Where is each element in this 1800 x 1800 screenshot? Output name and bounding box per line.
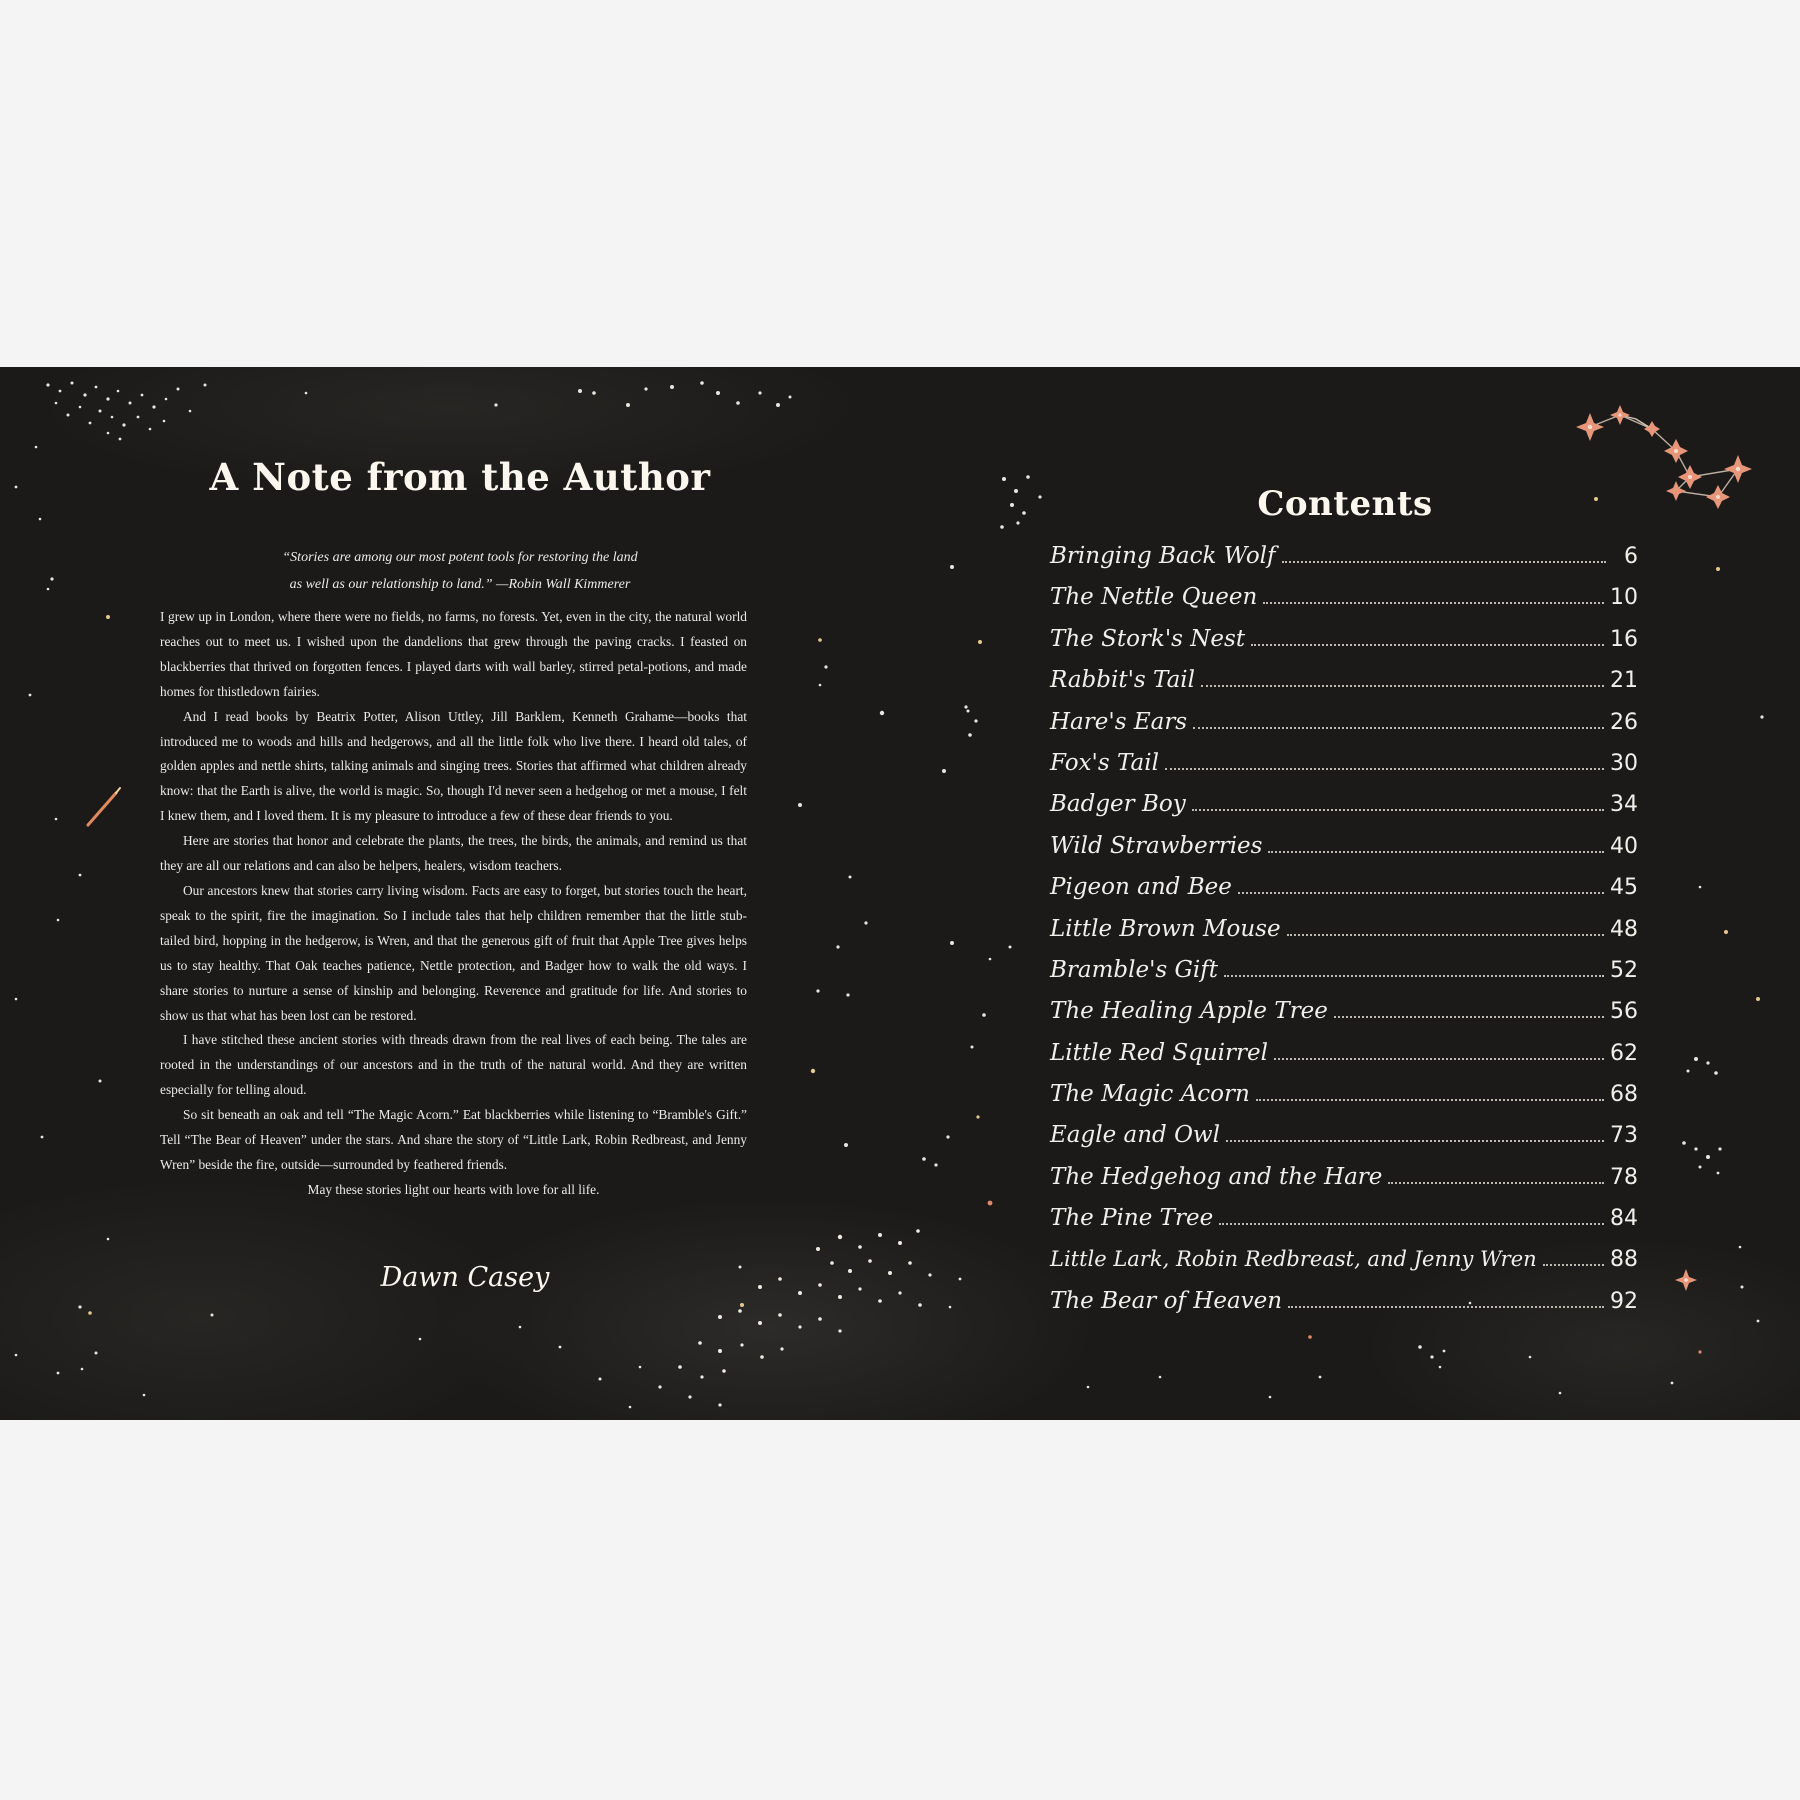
toc-dot-leader xyxy=(1334,1016,1604,1018)
toc-dot-leader xyxy=(1192,809,1604,811)
toc-dot-leader xyxy=(1288,1306,1604,1308)
book-spread xyxy=(0,367,1800,1420)
toc-entry[interactable] xyxy=(1050,916,1638,957)
toc-entry-page: 10 xyxy=(1610,585,1638,611)
toc-entry-page: 84 xyxy=(1610,1206,1638,1232)
toc-entry-title: Fox's Tail xyxy=(1050,749,1159,776)
toc-dot-leader xyxy=(1193,727,1604,729)
toc-entry[interactable] xyxy=(1050,833,1638,874)
toc-entry[interactable] xyxy=(1050,1247,1638,1288)
toc-entry-title: Little Brown Mouse xyxy=(1050,915,1281,942)
toc-entry-page: 92 xyxy=(1610,1289,1638,1315)
toc-entry[interactable] xyxy=(1050,957,1638,998)
toc-entry[interactable] xyxy=(1050,791,1638,832)
toc-entry-page: 52 xyxy=(1610,957,1638,983)
toc-entry-title: Badger Boy xyxy=(1050,791,1186,818)
toc-dot-leader xyxy=(1165,768,1604,770)
epigraph-line: “Stories are among our most potent tools for restoring the land xyxy=(282,550,638,565)
toc-entry[interactable] xyxy=(1050,667,1638,708)
toc-dot-leader xyxy=(1224,975,1604,977)
toc-entry-title: Little Red Squirrel xyxy=(1050,1039,1268,1066)
toc-entry-title: Little Lark, Robin Redbreast, and Jenny Wren xyxy=(1050,1246,1537,1271)
toc-entry-page: 30 xyxy=(1610,750,1638,776)
toc-entry[interactable] xyxy=(1050,543,1638,584)
toc-entry-page: 78 xyxy=(1610,1164,1638,1190)
toc-entry-title: Hare's Ears xyxy=(1050,708,1188,735)
toc-entry[interactable] xyxy=(1050,874,1638,915)
toc-entry[interactable] xyxy=(1050,1288,1638,1329)
toc-dot-leader xyxy=(1282,561,1606,563)
author-note-paragraph: I grew up in London, where there were no fields, no farms, no forests. Yet, even in the city, the natural world reaches out to meet us. I wished upon the dandelions that grew through the paving cracks. I feasted on blackberries that thrived on forgotten fences. I played darts with wall barley, stirred petal-potions, and made homes for thistledown fairies. xyxy=(160,609,747,699)
toc-entry-title: The Nettle Queen xyxy=(1050,584,1258,611)
toc-entry[interactable] xyxy=(1050,1164,1638,1205)
toc-dot-leader xyxy=(1263,602,1604,604)
toc-dot-leader xyxy=(1388,1182,1604,1184)
toc-dot-leader xyxy=(1287,934,1604,936)
author-note-paragraph: Here are stories that honor and celebrate the plants, the trees, the birds, the animals, and remind us that they are all our relations and can also be helpers, healers, wisdom teachers. xyxy=(160,833,747,874)
toc-entry-page: 16 xyxy=(1610,626,1638,652)
author-signature: Dawn Casey xyxy=(380,1262,550,1293)
toc-entry[interactable] xyxy=(1050,998,1638,1039)
toc-entry[interactable] xyxy=(1050,750,1638,791)
toc-dot-leader xyxy=(1268,851,1604,853)
table-of-contents xyxy=(1050,543,1638,1329)
toc-entry-title: The Bear of Heaven xyxy=(1050,1288,1283,1315)
toc-dot-leader xyxy=(1274,1058,1604,1060)
toc-entry-page: 45 xyxy=(1610,875,1638,901)
toc-entry-page: 62 xyxy=(1610,1040,1638,1066)
toc-entry-title: The Stork's Nest xyxy=(1050,625,1246,652)
toc-dot-leader xyxy=(1219,1223,1604,1225)
toc-dot-leader xyxy=(1543,1264,1604,1266)
toc-entry-title: Wild Strawberries xyxy=(1050,832,1263,859)
toc-entry-title: The Magic Acorn xyxy=(1050,1081,1250,1108)
epigraph-quote xyxy=(160,544,760,598)
toc-entry-title: The Healing Apple Tree xyxy=(1050,998,1328,1025)
contents-title: Contents xyxy=(1257,484,1433,524)
author-note-paragraph: And I read books by Beatrix Potter, Alison Uttley, Jill Barklem, Kenneth Grahame—books that introduced me to woods and hills and hedgerows, and all the little folk who live there. I heard old tales, of golden apples and nettle shirts, talking animals and singing trees. Stories that affirmed what children already know: that the Earth is alive, the world is magic. So, though I'd never seen a hedgehog or met a mouse, I felt I knew them, and I loved them. It is my pleasure to introduce a few of these dear friends to you. xyxy=(160,708,747,824)
toc-entry-page: 56 xyxy=(1610,999,1638,1025)
toc-entry-title: The Pine Tree xyxy=(1050,1205,1214,1232)
toc-dot-leader xyxy=(1238,892,1604,894)
toc-dot-leader xyxy=(1251,644,1604,646)
toc-entry-page: 26 xyxy=(1610,709,1638,735)
toc-entry[interactable] xyxy=(1050,1081,1638,1122)
author-note-paragraph: Our ancestors knew that stories carry living wisdom. Facts are easy to forget, but stories touch the heart, speak to the spirit, fire the imagination. So I include tales that help children remember that the little stub-tailed bird, hopping in the hedgerow, is Wren, and that the generous gift of fruit that Apple Tree gives helps us to stay healthy. That Oak teaches patience, Nettle protection, and Badger how to walk the old ways. I share stories to nurture a sense of kinship and belonging. Reverence and gratitude for life. And stories to show us that what has been lost can be restored. xyxy=(160,882,747,1023)
toc-dot-leader xyxy=(1201,685,1604,687)
toc-entry-title: Bringing Back Wolf xyxy=(1050,543,1276,569)
toc-dot-leader xyxy=(1226,1140,1604,1142)
toc-entry[interactable] xyxy=(1050,1040,1638,1081)
toc-entry-page: 88 xyxy=(1610,1246,1638,1272)
author-note-paragraph: I have stitched these ancient stories with threads drawn from the real lives of each being. The tales are rooted in the understandings of our ancestors and in the truth of the natural world. And they are written especially for telling aloud. xyxy=(160,1032,747,1098)
author-note-paragraph: So sit beneath an oak and tell “The Magic Acorn.” Eat blackberries while listening to “Bramble's Gift.” Tell “The Bear of Heaven” under the stars. And share the story of “Little Lark, Robin Redbreast, and Jenny Wren” beside the fire, outside—surrounded by feathered friends. xyxy=(160,1107,747,1172)
toc-entry-page: 21 xyxy=(1610,668,1638,694)
author-note-title: A Note from the Author xyxy=(209,455,711,499)
toc-entry-title: Pigeon and Bee xyxy=(1050,874,1232,901)
toc-entry-page: 48 xyxy=(1610,916,1638,942)
toc-entry-page: 40 xyxy=(1610,833,1638,859)
author-note-body xyxy=(160,605,747,1203)
toc-entry-page: 6 xyxy=(1624,544,1638,569)
toc-entry-page: 73 xyxy=(1610,1123,1638,1149)
toc-entry[interactable] xyxy=(1050,584,1638,625)
toc-entry-page: 34 xyxy=(1610,792,1638,818)
toc-dot-leader xyxy=(1256,1099,1604,1101)
toc-entry[interactable] xyxy=(1050,1122,1638,1163)
toc-entry[interactable] xyxy=(1050,626,1638,667)
toc-entry-title: Rabbit's Tail xyxy=(1050,667,1196,694)
toc-entry[interactable] xyxy=(1050,1205,1638,1246)
toc-entry[interactable] xyxy=(1050,709,1638,750)
toc-entry-title: The Hedgehog and the Hare xyxy=(1050,1163,1383,1190)
epigraph-line: as well as our relationship to land.” —Robin Wall Kimmerer xyxy=(289,577,631,592)
author-note-closing: May these stories light our hearts with love for all life. xyxy=(307,1181,600,1197)
toc-entry-title: Bramble's Gift xyxy=(1050,956,1219,983)
toc-entry-title: Eagle and Owl xyxy=(1050,1122,1220,1149)
shooting-star xyxy=(88,793,116,825)
toc-entry-page: 68 xyxy=(1610,1082,1638,1108)
